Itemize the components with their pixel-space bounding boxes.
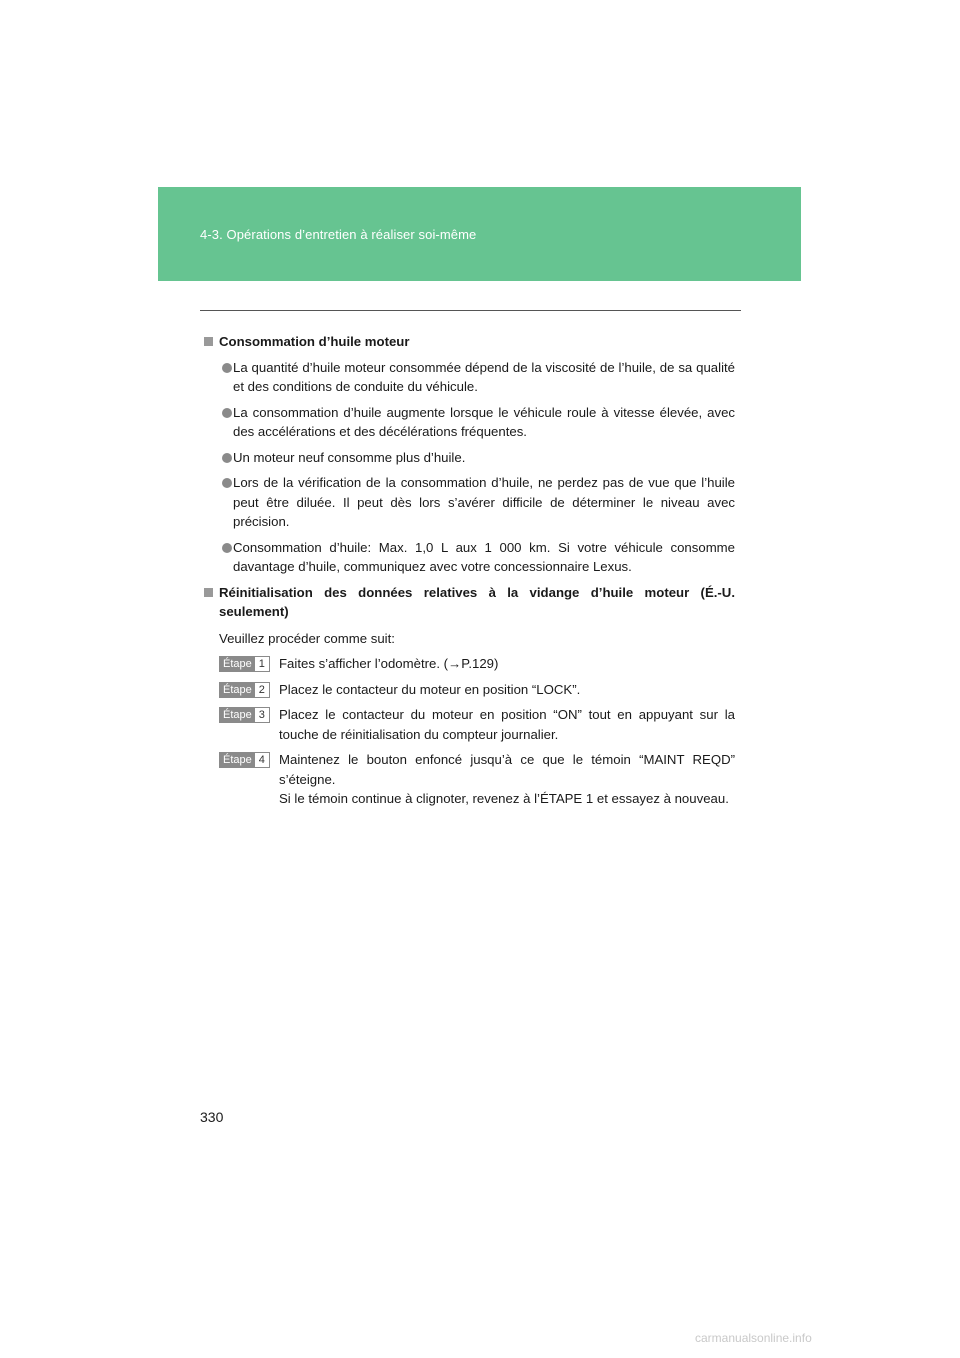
page-number: 330 [200,1109,224,1125]
list-item [203,538,735,577]
step-item [203,705,735,744]
step-badge-number: 3 [255,708,269,722]
list-item-text: Consommation d’huile: Max. 1,0 L aux 1 000 km. Si votre véhicule consomme davantage d’huile, communiquez avec votre concessionnaire Lexus. [233,539,735,574]
step-badge [219,707,270,723]
list-item [203,448,735,468]
step-badge-label: Étape [220,708,255,722]
step-badge [219,656,270,672]
step-badge-label: Étape [220,753,255,767]
step-text-continued: Si le témoin continue à clignoter, revenez à l’ÉTAPE 1 et essayez à nouveau. [279,791,729,806]
chapter-header [158,187,801,281]
list-item-text: Lors de la vérification de la consommation d’huile, ne perdez pas de vue que l’huile peut être diluée. Il peut dès lors s’avérer difficile de déterminer le niveau avec précision. [233,475,735,529]
step-badge-label: Étape [220,657,255,671]
step-item [203,654,735,674]
oil-consumption-list [203,358,735,577]
step-badge-number: 1 [255,657,269,671]
list-item [203,403,735,442]
chapter-title: 4-3. Opérations d’entretien à réaliser soi-même [200,227,477,242]
section-title-oil-consumption [203,332,735,352]
step-badge [219,752,270,768]
circle-bullet-icon [222,363,232,373]
list-item [203,358,735,397]
list-item-text: La quantité d’huile moteur consommée dépend de la viscosité de l’huile, de sa qualité et des conditions de conduite du véhicule. [233,359,735,394]
circle-bullet-icon [222,478,232,488]
header-divider [200,310,741,311]
section-title-text: Consommation d’huile moteur [219,334,410,349]
step-badge [219,682,270,698]
circle-bullet-icon [222,543,232,553]
procedure-intro: Veuillez procéder comme suit: [219,630,395,646]
square-bullet-icon [204,337,213,346]
step-text: Maintenez le bouton enfoncé jusqu’à ce que le témoin “MAINT REQD” s’éteigne. [279,752,735,787]
page-content [203,326,735,815]
step-badge-number: 4 [255,753,269,767]
square-bullet-icon [204,588,213,597]
step-item [203,750,735,809]
list-item [203,473,735,532]
procedure-steps [203,654,735,809]
circle-bullet-icon [222,453,232,463]
step-text: Faites s’afficher l’odomètre. (→P.129) [279,656,499,671]
circle-bullet-icon [222,408,232,418]
section-title-text: Réinitialisation des données relatives à la vidange d’huile moteur (É.-U. seulement) [219,584,735,619]
step-text: Placez le contacteur du moteur en position “ON” tout en appuyant sur la touche de réinitialisation du compteur journalier. [279,707,735,742]
list-item-text: Un moteur neuf consomme plus d’huile. [233,449,466,465]
step-badge-number: 2 [255,683,269,697]
watermark: carmanualsonline.info [695,1331,812,1345]
step-badge-label: Étape [220,683,255,697]
section-title-oil-reset [203,583,735,622]
step-item [203,680,735,700]
list-item-text: La consommation d’huile augmente lorsque le véhicule roule à vitesse élevée, avec des accélérations et des décélérations fréquentes. [233,404,735,439]
step-text: Placez le contacteur du moteur en position “LOCK”. [279,681,581,697]
